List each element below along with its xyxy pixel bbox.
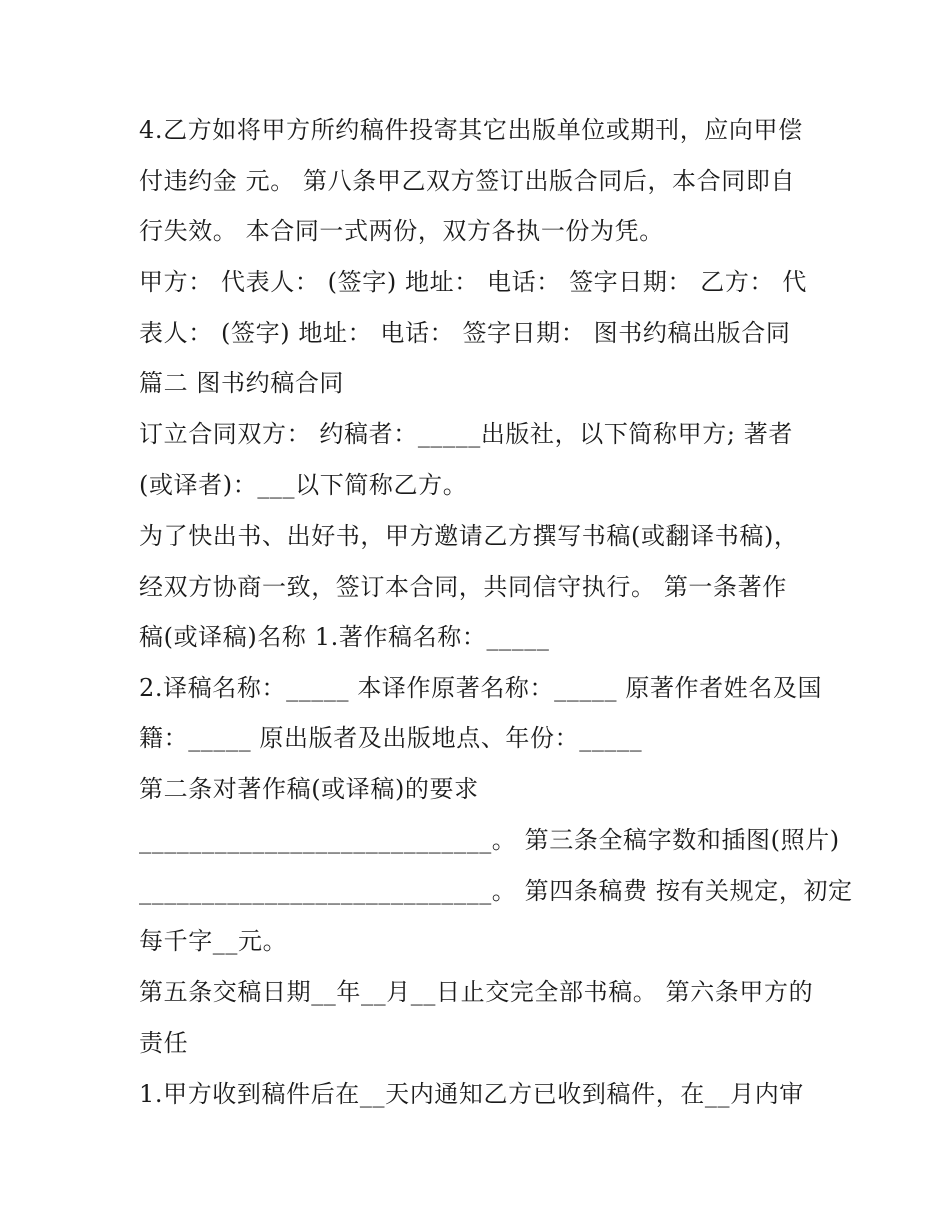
text-line: 订立合同双方： 约稿者：_____出版社，以下简称甲方; 著者 <box>139 420 793 448</box>
text-line: 责任 <box>139 1029 189 1057</box>
text-line: 2.译稿名称：_____ 本译作原著名称：_____ 原著作者姓名及国 <box>139 674 823 702</box>
text-line: 经双方协商一致，签订本合同，共同信守执行。 第一条著作 <box>139 573 787 601</box>
text-line: 4.乙方如将甲方所约稿件投寄其它出版单位或期刊，应向甲偿 <box>139 116 803 144</box>
text-line: 行失效。 本合同一式两份，双方各执一份为凭。 <box>139 217 664 245</box>
text-line: ____________________________。 第三条全稿字数和插图(照片) <box>139 826 840 854</box>
text-line: (或译者)：___以下简称乙方。 <box>139 471 468 499</box>
text-line: 1.甲方收到稿件后在__天内通知乙方已收到稿件，在__月内审 <box>139 1080 804 1108</box>
text-line: 每千字__元。 <box>139 927 288 955</box>
text-line: 为了快出书、出好书，甲方邀请乙方撰写书稿(或翻译书稿)， <box>139 522 799 550</box>
text-line: 稿(或译稿)名称 1.著作稿名称：_____ <box>139 623 550 651</box>
text-line: ____________________________。 第四条稿费 按有关规定，初定 <box>139 877 853 905</box>
text-line: 甲方： 代表人： (签字) 地址： 电话： 签字日期： 乙方： 代 <box>139 268 807 296</box>
text-line: 第五条交稿日期__年__月__日止交完全部书稿。 第六条甲方的 <box>139 978 814 1006</box>
section-heading: 篇二 图书约稿合同 <box>139 369 345 397</box>
text-line: 表人： (签字) 地址： 电话： 签字日期： 图书约稿出版合同 <box>139 319 791 347</box>
text-line: 第二条对著作稿(或译稿)的要求 <box>139 775 479 803</box>
text-line: 付违约金 元。 第八条甲乙双方签订出版合同后，本合同即自 <box>139 167 796 195</box>
text-line: 籍：_____ 原出版者及出版地点、年份：_____ <box>139 724 643 752</box>
